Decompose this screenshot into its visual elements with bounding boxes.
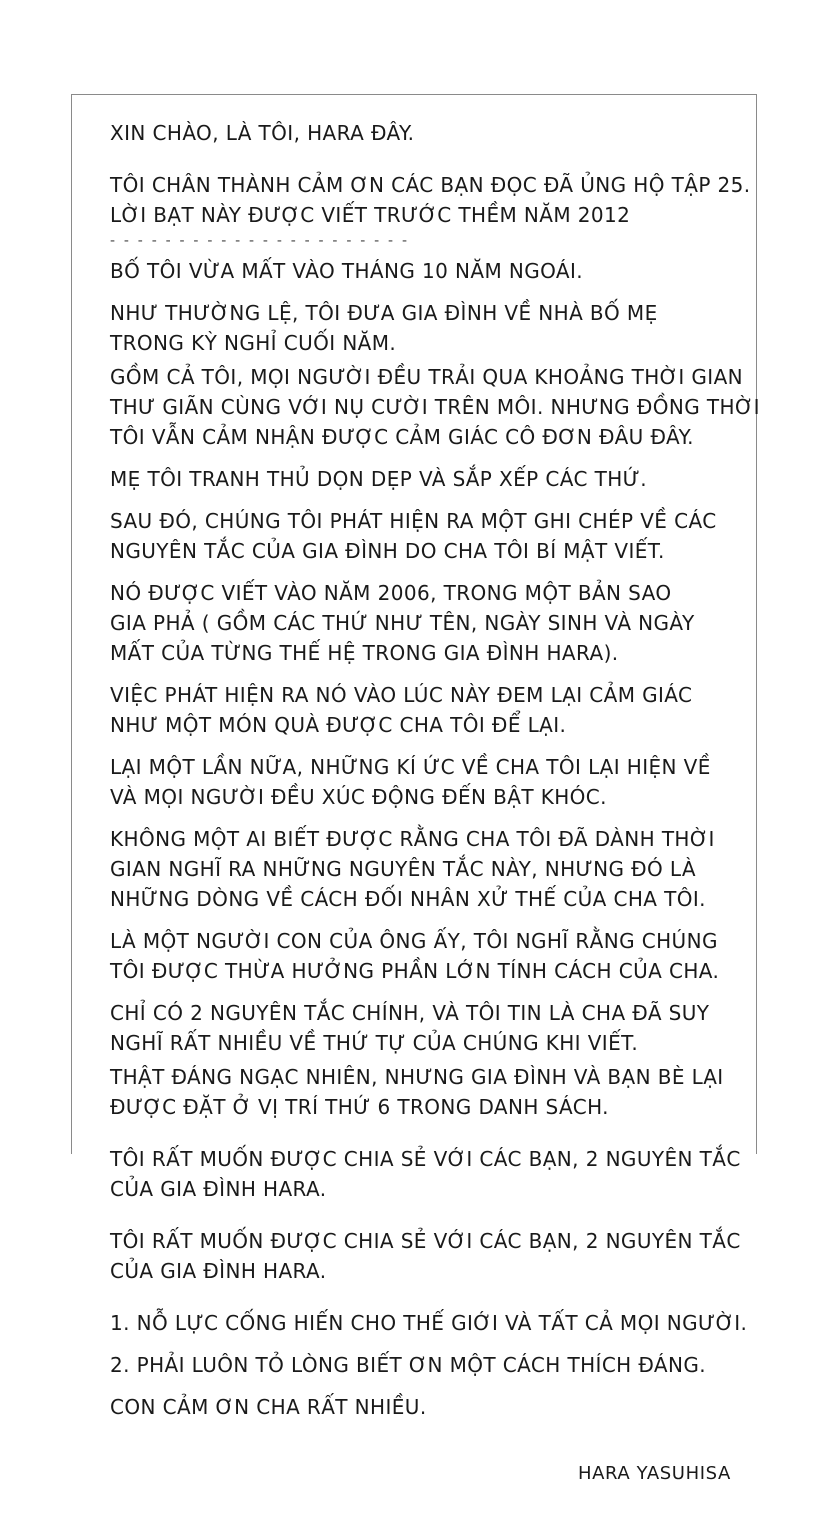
paragraph-line: THẬT ĐÁNG NGẠC NHIÊN, NHƯNG GIA ĐÌNH VÀ BẠN BÈ LẠI [110, 1065, 724, 1089]
paragraph-line: NGHĨ RẤT NHIỀU VỀ THỨ TỰ CỦA CHÚNG KHI VIẾT. [110, 1031, 639, 1055]
paragraph [110, 680, 770, 740]
paragraph-line: NÓ ĐƯỢC VIẾT VÀO NĂM 2006, TRONG MỘT BẢN SAO [110, 581, 672, 605]
paragraph [110, 998, 770, 1058]
paragraph-line: LỜI BẠT NÀY ĐƯỢC VIẾT TRƯỚC THỀM NĂM 2012 [110, 203, 631, 227]
paragraph [110, 298, 770, 358]
author-signature: HARA YASUHISA [578, 1463, 731, 1484]
greeting-line: XIN CHÀO, LÀ TÔI, HARA ĐÂY. [110, 121, 415, 145]
paragraph [110, 1062, 770, 1122]
paragraph-line: GIAN NGHĨ RA NHỮNG NGUYÊN TẮC NÀY, NHƯNG ĐÓ LÀ [110, 857, 697, 881]
closing-line: CON CẢM ƠN CHA RẤT NHIỀU. [110, 1395, 427, 1419]
paragraph-line: MẸ TÔI TRANH THỦ DỌN DẸP VÀ SẮP XẾP CÁC THỨ. [110, 467, 647, 491]
paragraph-line: TÔI RẤT MUỐN ĐƯỢC CHIA SẺ VỚI CÁC BẠN, 2 NGUYÊN TẮC [110, 1229, 741, 1253]
paragraph [110, 464, 770, 494]
paragraph-line: TÔI RẤT MUỐN ĐƯỢC CHIA SẺ VỚI CÁC BẠN, 2 NGUYÊN TẮC [110, 1147, 741, 1171]
paragraph-line: TRONG KỲ NGHỈ CUỐI NĂM. [110, 331, 397, 355]
paragraph [110, 1226, 770, 1286]
paragraph [110, 926, 770, 986]
paragraph-line: SAU ĐÓ, CHÚNG TÔI PHÁT HIỆN RA MỘT GHI CHÉP VỀ CÁC [110, 509, 717, 533]
paragraph [110, 1144, 770, 1204]
paragraph-line: TÔI CHÂN THÀNH CẢM ƠN CÁC BẠN ĐỌC ĐÃ ỦNG HỘ TẬP 25. [110, 173, 751, 197]
paragraph-line: MẤT CỦA TỪNG THẾ HỆ TRONG GIA ĐÌNH HARA). [110, 641, 619, 665]
paragraph [110, 752, 770, 812]
thanks-paragraph [110, 170, 770, 230]
paragraph-line: CỦA GIA ĐÌNH HARA. [110, 1177, 327, 1201]
paragraph-line: BỐ TÔI VỪA MẤT VÀO THÁNG 10 NĂM NGOÁI. [110, 259, 584, 283]
paragraph-line: NGUYÊN TẮC CỦA GIA ĐÌNH DO CHA TÔI BÍ MẬT VIẾT. [110, 539, 665, 563]
paragraph-line: NHƯ MỘT MÓN QUÀ ĐƯỢC CHA TÔI ĐỂ LẠI. [110, 713, 567, 737]
rule-item: 1. NỖ LỰC CỐNG HIẾN CHO THẾ GIỚI VÀ TẤT CẢ MỌI NGƯỜI. [110, 1311, 748, 1335]
paragraph [110, 824, 770, 914]
paragraph [110, 362, 770, 452]
paragraph-line: THƯ GIÃN CÙNG VỚI NỤ CƯỜI TRÊN MÔI. NHƯNG ĐỒNG THỜI [110, 395, 760, 419]
paragraph-line: KHÔNG MỘT AI BIẾT ĐƯỢC RẰNG CHA TÔI ĐÃ DÀNH THỜI [110, 827, 715, 851]
paragraph-line: NHƯ THƯỜNG LỆ, TÔI ĐƯA GIA ĐÌNH VỀ NHÀ BỐ MẸ [110, 301, 658, 325]
paragraph-line: GỒM CẢ TÔI, MỌI NGƯỜI ĐỀU TRẢI QUA KHOẢNG THỜI GIAN [110, 365, 744, 389]
paragraph-line: NHỮNG DÒNG VỀ CÁCH ĐỐI NHÂN XỬ THẾ CỦA CHA TÔI. [110, 887, 706, 911]
dashed-separator: - - - - - - - - - - - - - - - - - - - - - - [110, 233, 410, 249]
paragraph-line: ĐƯỢC ĐẶT Ở VỊ TRÍ THỨ 6 TRONG DANH SÁCH. [110, 1095, 609, 1119]
paragraph [110, 256, 770, 286]
paragraph-line: LÀ MỘT NGƯỜI CON CỦA ÔNG ẤY, TÔI NGHĨ RẰNG CHÚNG [110, 929, 718, 953]
paragraph-line: TÔI ĐƯỢC THỪA HƯỞNG PHẦN LỚN TÍNH CÁCH CỦA CHA. [110, 959, 720, 983]
paragraph-line: LẠI MỘT LẦN NỮA, NHỮNG KÍ ỨC VỀ CHA TÔI LẠI HIỆN VỀ [110, 755, 711, 779]
paragraph [110, 578, 770, 668]
letter-body [110, 118, 770, 1422]
paragraph-line: TÔI VẪN CẢM NHẬN ĐƯỢC CẢM GIÁC CÔ ĐƠN ĐÂU ĐÂY. [110, 425, 694, 449]
rules-list [110, 1308, 770, 1380]
paragraph [110, 506, 770, 566]
paragraph-line: VIỆC PHÁT HIỆN RA NÓ VÀO LÚC NÀY ĐEM LẠI CẢM GIÁC [110, 683, 693, 707]
paragraph-line: GIA PHẢ ( GỒM CÁC THỨ NHƯ TÊN, NGÀY SINH VÀ NGÀY [110, 611, 695, 635]
paragraph-line: CỦA GIA ĐÌNH HARA. [110, 1259, 327, 1283]
rule-item: 2. PHẢI LUÔN TỎ LÒNG BIẾT ƠN MỘT CÁCH THÍCH ĐÁNG. [110, 1353, 707, 1377]
paragraph-line: CHỈ CÓ 2 NGUYÊN TẮC CHÍNH, VÀ TÔI TIN LÀ CHA ĐÃ SUY [110, 1001, 710, 1025]
paragraph-line: VÀ MỌI NGƯỜI ĐỀU XÚC ĐỘNG ĐẾN BẬT KHÓC. [110, 785, 607, 809]
